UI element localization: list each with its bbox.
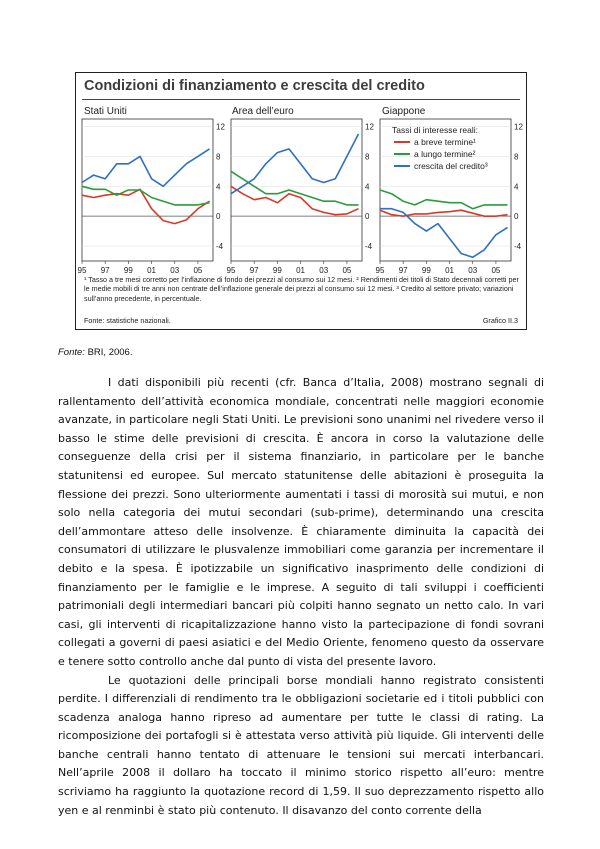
panel-title-euro: Area dell’euro: [232, 106, 294, 117]
x-tick-label: 05: [342, 266, 352, 273]
legend-label: a breve termine¹: [414, 137, 476, 147]
fonte-text: BRI, 2006.: [84, 347, 133, 358]
figure-title: Condizioni di finanziamento e crescita del credito: [84, 78, 425, 94]
x-tick-label: 95: [77, 266, 87, 273]
paragraph-1: I dati disponibili più recenti (cfr. Banca d’Italia, 2008) mostrano segnali di rallentamento dell’attività economica mondiale, concentrati nelle maggiori economie avanzate, in particolare negli Stati Uniti. Le previsioni sono unanimi nel rivedere verso il basso le stime delle previsioni di crescita. È ancora in corso la valutazione delle conseguenze della crisi per il sistema finanziario, in particolare per le banche statunitensi ed europee. Sul mercato statunitense delle abitazioni è proseguita la flessione dei prezzi. Sono ulteriormente aumentati i tassi di morosità sui mutui, e non solo nella categoria dei mutui secondari (sub-prime), determinando una crescita dell’ammontare atteso delle insolvenze. È chiaramente diminuita la capacità dei consumatori di utilizzare le plusvalenze immobiliari come garanzia per incrementare il debito e la spesa. È ipotizzabile un significativo inasprimento delle condizioni di finanziamento per le famiglie e le imprese. A seguito di tali sviluppi i coefficienti patrimoniali degli intermediari bancari più colpiti hanno segnato un netto calo. In vari casi, gli interventi di ricapitalizzazione hanno visto la partecipazione di fondi sovrani collegati a governi di paesi asiatici e del Medio Oriente, fenomeno questo da osservare e tenere sotto controllo anche dal punto di vista del presente lavoro.: [58, 376, 544, 668]
x-tick-label: 01: [147, 266, 157, 273]
figure-source: Fonte: statistiche nazionali.: [84, 316, 171, 325]
x-tick-label: 05: [491, 266, 501, 273]
figure-caption: [58, 347, 132, 358]
y-tick-label: 4: [216, 182, 221, 192]
panel-title-japan: Giappone: [382, 106, 426, 117]
y-tick-label: 0: [365, 212, 370, 222]
x-tick-label: 03: [468, 266, 478, 273]
x-tick-label: 97: [398, 266, 408, 273]
legend-heading: Tassi di interesse reali:: [392, 125, 478, 135]
figure-notes: ¹ Tasso a tre mesi corretto per l’inflazione di fondo dei prezzi al consumo sui 12 mesi. ² Rendimenti dei titoli di Stato decennali corretti per le medie mobili di tre anni non centrate dell’inflazione generale dei prezzi al consumo sui 12 mesi. ³ Credito al settore privato; variazioni sull’anno precedente, in percentuale.: [84, 275, 519, 303]
x-tick-label: 05: [193, 266, 203, 273]
series-line-a-breve-termine: [231, 186, 359, 214]
series-line-a-lungo-termine: [380, 190, 508, 209]
series-line-crescita-del-credito: [231, 134, 359, 194]
x-tick-label: 03: [319, 266, 329, 273]
figure-box: [75, 72, 527, 330]
x-tick-label: 95: [226, 266, 236, 273]
y-tick-label: 12: [365, 122, 374, 132]
x-tick-label: 01: [445, 266, 455, 273]
plot-frame: [231, 119, 362, 261]
series-line-crescita-del-credito: [82, 149, 210, 186]
paragraph-2: Le quotazioni delle principali borse mondiali hanno registrato consistenti perdite. I differenziali di rendimento tra le obbligazioni societarie ed i titoli pubblici con scadenza analoga hanno ripreso ad aumentare per tutte le classi di rating. La ricomposizione dei portafogli si è attestata verso attività più liquide. Gli interventi delle banche centrali hanno tentato di attenuare le tensioni sui mercati interbancari. Nell’aprile 2008 il dollaro ha toccato il minimo storico rispetto all’euro: mentre scriviamo ha raggiunto la quotazione record di 1,59. Il suo deprezzamento rispetto allo yen e al renminbi è stato più contenuto. Il disavanzo del conto corrente della: [58, 673, 544, 817]
x-tick-label: 01: [296, 266, 306, 273]
body-text: [58, 374, 544, 820]
y-tick-label: 8: [365, 152, 370, 162]
x-tick-label: 03: [170, 266, 180, 273]
y-tick-label: 12: [514, 122, 523, 132]
x-tick-label: 99: [272, 266, 282, 273]
fonte-label: Fonte:: [58, 347, 85, 358]
y-tick-label: 0: [514, 212, 519, 222]
legend-label: crescita del credito³: [414, 161, 488, 171]
y-tick-label: -4: [365, 242, 373, 252]
x-tick-label: 97: [249, 266, 259, 273]
panel-title-usa: Stati Uniti: [84, 106, 127, 117]
x-tick-label: 97: [100, 266, 110, 273]
charts-svg: [76, 73, 528, 273]
y-tick-label: 8: [216, 152, 221, 162]
y-tick-label: 4: [365, 182, 370, 192]
x-tick-label: 99: [123, 266, 133, 273]
figure-number: Grafico II.3: [482, 316, 518, 325]
y-tick-label: 12: [216, 122, 225, 132]
y-tick-label: 0: [216, 212, 221, 222]
y-tick-label: -4: [514, 242, 522, 252]
y-tick-label: 4: [514, 182, 519, 192]
x-tick-label: 95: [375, 266, 385, 273]
series-line-a-lungo-termine: [231, 171, 359, 205]
legend-label: a lungo termine²: [414, 149, 476, 159]
y-tick-label: 8: [514, 152, 519, 162]
x-tick-label: 99: [421, 266, 431, 273]
y-tick-label: -4: [216, 242, 224, 252]
